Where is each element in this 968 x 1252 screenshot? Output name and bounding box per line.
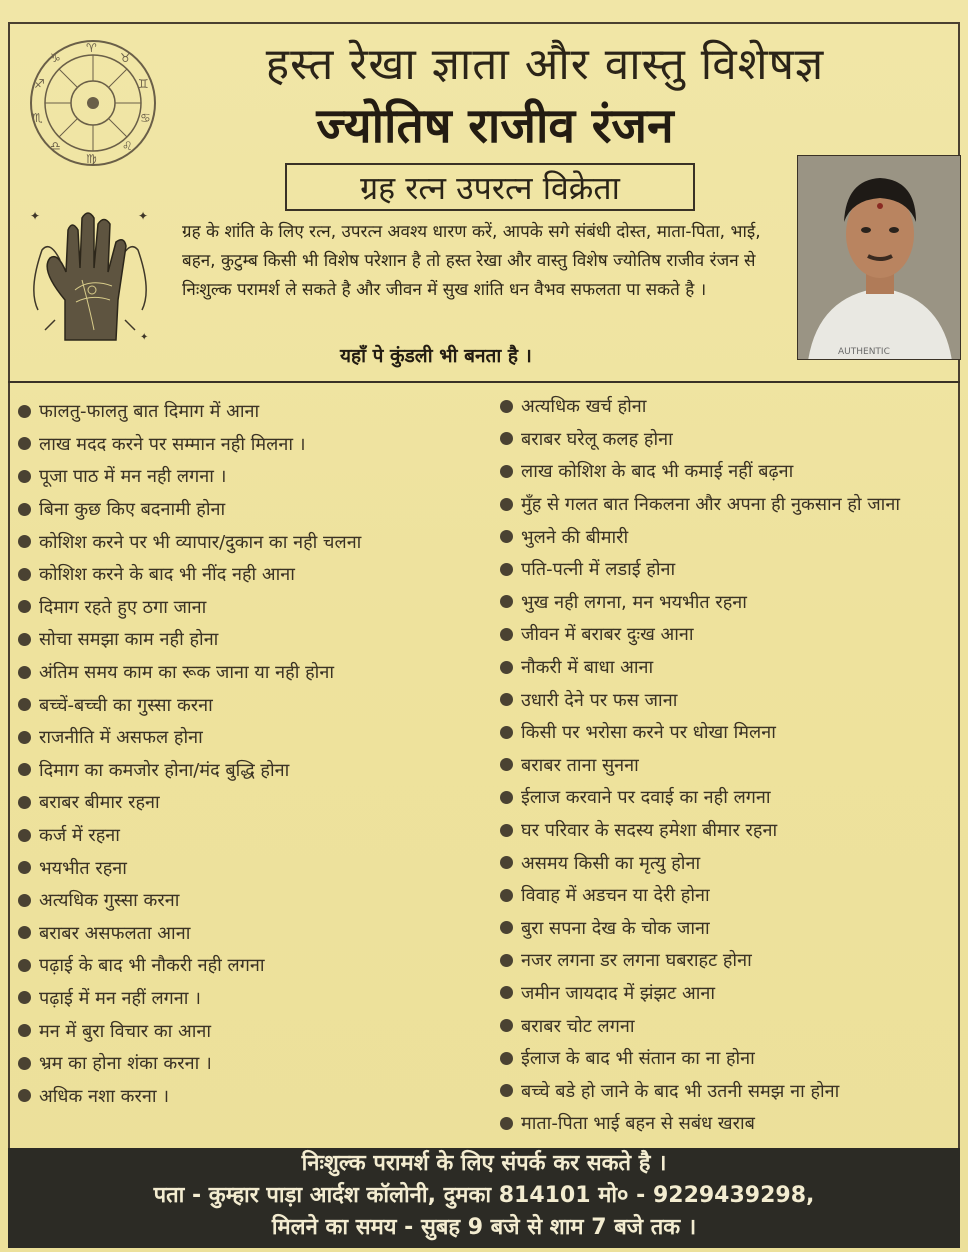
bullet-dot-icon	[18, 796, 31, 809]
list-item	[500, 455, 962, 488]
list-item-text: दिमाग का कमजोर होना/मंद बुद्धि होना	[39, 759, 290, 781]
list-item-text: अत्यधिक खर्च होना	[521, 396, 647, 418]
list-item	[18, 428, 488, 461]
list-item-text: बराबर ताना सुनना	[521, 754, 639, 776]
svg-text:♈: ♈	[86, 41, 97, 55]
list-item	[18, 656, 488, 689]
list-item-text: विवाह में अडचन या देरी होना	[521, 885, 710, 907]
footer-line-timing: मिलने का समय - सुबह 9 बजे से शाम 7 बजे तक ।	[271, 1215, 697, 1240]
list-item	[18, 395, 488, 428]
list-item-text: पति-पत्नी में लडाई होना	[521, 559, 676, 581]
list-item-text: बराबर बीमार रहना	[39, 792, 160, 814]
list-item-text: सोचा समझा काम नही होना	[39, 629, 219, 651]
list-item	[18, 786, 488, 819]
portrait-image	[798, 156, 961, 360]
list-item	[500, 977, 962, 1010]
list-item	[500, 390, 962, 423]
list-item	[500, 944, 962, 977]
list-item	[500, 1009, 962, 1042]
list-item-text: मन में बुरा विचार का आना	[39, 1020, 212, 1042]
list-item-text: फालतु-फालतु बात दिमाग में आना	[39, 401, 260, 423]
problems-list-right	[500, 390, 962, 1140]
list-item	[18, 591, 488, 624]
list-item	[18, 851, 488, 884]
list-item-text: बच्चें-बच्ची का गुस्सा करना	[39, 694, 213, 716]
list-item-text: बराबर चोट लगना	[521, 1015, 635, 1037]
list-item-text: कोशिश करने के बाद भी नींद नही आना	[39, 564, 295, 586]
list-item-text: राजनीति में असफल होना	[39, 727, 203, 749]
svg-text:✦: ✦	[140, 332, 149, 343]
bullet-dot-icon	[500, 595, 513, 608]
bullet-dot-icon	[500, 791, 513, 804]
bullet-dot-icon	[18, 698, 31, 711]
list-item	[18, 1079, 488, 1112]
list-item	[500, 553, 962, 586]
list-item	[18, 884, 488, 917]
svg-text:♎: ♎	[50, 139, 61, 153]
bullet-dot-icon	[18, 437, 31, 450]
list-item	[500, 814, 962, 847]
problems-list-left	[18, 395, 488, 1112]
bullet-dot-icon	[18, 568, 31, 581]
list-item	[500, 1107, 962, 1140]
bullet-dot-icon	[500, 432, 513, 445]
list-item-text: कोशिश करने पर भी व्यापार/दुकान का नही चलना	[39, 531, 362, 553]
list-item-text: जमीन जायदाद में झंझट आना	[521, 982, 715, 1004]
list-item-text: माता-पिता भाई बहन से सबंध खराब	[521, 1113, 755, 1135]
bullet-dot-icon	[500, 498, 513, 511]
portrait-photo	[797, 155, 961, 360]
bullet-dot-icon	[500, 726, 513, 739]
list-item-text: बच्चे बडे हो जाने के बाद भी उतनी समझ ना होना	[521, 1080, 840, 1102]
list-item	[500, 1042, 962, 1075]
bullet-dot-icon	[18, 535, 31, 548]
list-item-text: भुलने की बीमारी	[521, 526, 629, 548]
list-item	[18, 493, 488, 526]
svg-text:♊: ♊	[138, 77, 149, 91]
list-item	[18, 949, 488, 982]
bullet-dot-icon	[18, 1057, 31, 1070]
kundli-note: यहाँ पे कुंडली भी बनता है ।	[340, 345, 532, 367]
svg-text:♏: ♏	[32, 111, 43, 125]
list-item-text: भयभीत रहना	[39, 857, 127, 879]
bullet-dot-icon	[18, 405, 31, 418]
bullet-dot-icon	[18, 894, 31, 907]
list-item-text: उधारी देने पर फस जाना	[521, 689, 678, 711]
bullet-dot-icon	[500, 986, 513, 999]
list-item-text: अंतिम समय काम का रूक जाना या नही होना	[39, 662, 334, 684]
bullet-dot-icon	[18, 666, 31, 679]
list-item-text: बराबर असफलता आना	[39, 922, 191, 944]
bullet-dot-icon	[500, 954, 513, 967]
bullet-dot-icon	[18, 763, 31, 776]
list-item	[18, 460, 488, 493]
bullet-dot-icon	[500, 758, 513, 771]
bullet-dot-icon	[500, 1019, 513, 1032]
list-item	[18, 688, 488, 721]
list-item-text: ईलाज करवाने पर दवाई का नही लगना	[521, 787, 771, 809]
bullet-dot-icon	[500, 628, 513, 641]
list-item	[500, 586, 962, 619]
list-item-text: घर परिवार के सदस्य हमेशा बीमार रहना	[521, 820, 778, 842]
subtitle-box	[285, 163, 695, 211]
list-item-text: बिना कुछ किए बदनामी होना	[39, 499, 226, 521]
bullet-dot-icon	[500, 563, 513, 576]
list-item-text: मुँह से गलत बात निकलना और अपना ही नुकसान हो जाना	[521, 494, 900, 516]
list-item-text: भ्रम का होना शंका करना ।	[39, 1053, 212, 1075]
contact-footer	[8, 1148, 960, 1248]
list-item	[500, 846, 962, 879]
list-item	[500, 683, 962, 716]
shirt-caption: AUTHENTIC	[838, 347, 890, 357]
bullet-dot-icon	[18, 959, 31, 972]
list-item-text: नजर लगना डर लगना घबराहट होना	[521, 950, 752, 972]
list-item	[500, 1074, 962, 1107]
title-line-2: ज्योतिष राजीव रंजन	[316, 98, 674, 154]
bullet-dot-icon	[18, 600, 31, 613]
bullet-dot-icon	[500, 1084, 513, 1097]
svg-text:✦: ✦	[30, 209, 41, 223]
list-item-text: असमय किसी का मृत्यु होना	[521, 852, 701, 874]
list-item	[500, 879, 962, 912]
list-item-text: किसी पर भरोसा करने पर धोखा मिलना	[521, 722, 776, 744]
list-item	[18, 1014, 488, 1047]
svg-text:♋: ♋	[140, 111, 151, 125]
palm-hand-icon	[20, 190, 160, 355]
list-item-text: कर्ज में रहना	[39, 825, 120, 847]
list-item-text: लाख मदद करने पर सम्मान नही मिलना ।	[39, 433, 306, 455]
bullet-dot-icon	[500, 1117, 513, 1130]
intro-paragraph: ग्रह के शांति के लिए रत्न, उपरत्न अवश्य धारण करें, आपके सगे संबंधी दोस्त, माता-पिता, भाई, बहन, कुटुम्ब किसी भी विशेष परेशान है तो हस्त रेखा और वास्तु विशेष ज्योतिष राजीव रंजन से निःशुल्क परामर्श ले सकते है और जीवन में सुख शांति धन वैभव सफलता पा सकते है ।	[182, 222, 761, 300]
list-item-text: ईलाज के बाद भी संतान का ना होना	[521, 1048, 755, 1070]
list-item-text: भुख नही लगना, मन भयभीत रहना	[521, 591, 747, 613]
list-item	[18, 623, 488, 656]
list-item	[500, 749, 962, 782]
list-item-text: पूजा पाठ में मन नही लगना ।	[39, 466, 227, 488]
bullet-dot-icon	[500, 856, 513, 869]
list-item	[18, 819, 488, 852]
svg-text:♐: ♐	[34, 77, 45, 91]
list-item-text: जीवन में बराबर दुःख आना	[521, 624, 694, 646]
bullet-dot-icon	[18, 829, 31, 842]
bullet-dot-icon	[18, 861, 31, 874]
list-item	[18, 982, 488, 1015]
bullet-dot-icon	[500, 400, 513, 413]
list-item	[18, 917, 488, 950]
bullet-dot-icon	[18, 470, 31, 483]
bullet-dot-icon	[500, 693, 513, 706]
subtitle-text: ग्रह रत्न उपरत्न विक्रेता	[360, 168, 620, 207]
list-item-text: बुरा सपना देख के चोक जाना	[521, 917, 710, 939]
list-item	[500, 651, 962, 684]
list-item-text: अत्यधिक गुस्सा करना	[39, 890, 180, 912]
footer-line-address: पता - कुम्हार पाड़ा आर्दश कॉलोनी, दुमका 814101 मो० - 9229439298,	[153, 1183, 815, 1208]
list-item-text: लाख कोशिश के बाद भी कमाई नहीं बढ़ना	[521, 461, 794, 483]
list-item	[500, 488, 962, 521]
title-line-1: हस्त रेखा ज्ञाता और वास्तु विशेषज्ञ	[265, 39, 825, 90]
svg-text:♍: ♍	[86, 152, 97, 166]
section-divider	[8, 381, 960, 383]
bullet-dot-icon	[500, 530, 513, 543]
list-item	[500, 781, 962, 814]
list-item	[500, 716, 962, 749]
list-item-text: पढ़ाई के बाद भी नौकरी नही लगना	[39, 955, 265, 977]
bullet-dot-icon	[18, 503, 31, 516]
bullet-dot-icon	[18, 926, 31, 939]
list-item	[500, 912, 962, 945]
bullet-dot-icon	[18, 633, 31, 646]
list-item-text: नौकरी में बाधा आना	[521, 657, 654, 679]
list-item	[18, 1047, 488, 1080]
zodiac-wheel-icon	[28, 38, 158, 168]
list-item	[500, 520, 962, 553]
list-item-text: अधिक नशा करना ।	[39, 1085, 170, 1107]
footer-line-consult: निःशुल्क परामर्श के लिए संपर्क कर सकते है ।	[301, 1151, 667, 1176]
list-item	[500, 618, 962, 651]
list-item-text: बराबर घरेलू कलह होना	[521, 428, 673, 450]
bullet-dot-icon	[18, 1089, 31, 1102]
bullet-dot-icon	[18, 731, 31, 744]
list-item	[18, 721, 488, 754]
bullet-dot-icon	[500, 465, 513, 478]
svg-text:♉: ♉	[120, 51, 131, 65]
bullet-dot-icon	[500, 661, 513, 674]
list-item-text: दिमाग रहते हुए ठगा जाना	[39, 596, 207, 618]
list-item	[18, 558, 488, 591]
svg-text:♑: ♑	[50, 51, 61, 65]
bullet-dot-icon	[500, 824, 513, 837]
list-item	[18, 525, 488, 558]
bullet-dot-icon	[500, 1052, 513, 1065]
list-item-text: पढ़ाई में मन नहीं लगना ।	[39, 987, 202, 1009]
bullet-dot-icon	[18, 991, 31, 1004]
list-item	[500, 423, 962, 456]
list-item	[18, 754, 488, 787]
bullet-dot-icon	[500, 921, 513, 934]
svg-text:♌: ♌	[122, 139, 133, 153]
bullet-dot-icon	[500, 889, 513, 902]
svg-text:✦: ✦	[138, 209, 149, 223]
bullet-dot-icon	[18, 1024, 31, 1037]
